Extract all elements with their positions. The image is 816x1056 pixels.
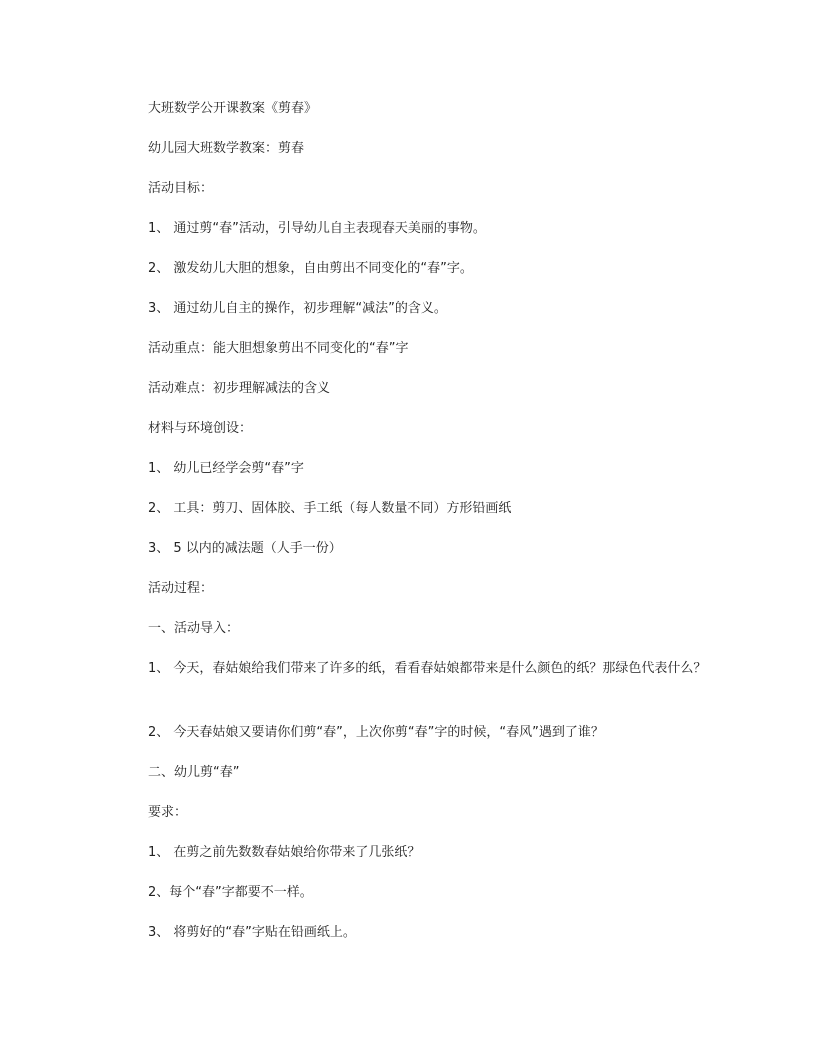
section2-heading: 二、幼儿剪“春” (148, 765, 240, 780)
requirements-heading: 要求： (148, 805, 188, 820)
requirement-item: 1、 在剪之前先数数春姑娘给你带来了几张纸？ (148, 845, 421, 860)
process-heading: 活动过程： (148, 581, 214, 596)
material-item: 2、 工具：剪刀、固体胶、手工纸（每人数量不同）方形铅画纸 (148, 501, 512, 516)
difficulty: 活动难点：初步理解减法的含义 (148, 381, 331, 396)
document-title: 大班数学公开课教案《剪春》 (148, 101, 318, 116)
section1-item-text: 1、 今天，春姑娘给我们带来了许多的纸，看看春姑娘都带来是什么颜色的纸？那绿色代表什么？ (148, 661, 707, 676)
requirement-item: 3、 将剪好的“春”字贴在铅画纸上。 (148, 925, 356, 940)
goal-item: 2、 激发幼儿大胆的想象，自由剪出不同变化的“春”字。 (148, 261, 473, 276)
material-item: 1、 幼儿已经学会剪“春”字 (148, 461, 304, 476)
requirement-item: 2、每个“春”字都要不一样。 (148, 885, 313, 900)
section1-heading: 一、活动导入： (148, 621, 240, 636)
document-subtitle: 幼儿园大班数学教案：剪春 (148, 141, 305, 156)
materials-heading: 材料与环境创设： (148, 421, 253, 436)
section1-item: 2、 今天春姑娘又要请你们剪“春”，上次你剪“春”字的时候，“春风”遇到了谁？ (148, 725, 604, 740)
material-item: 3、 5 以内的减法题（人手一份） (148, 541, 342, 556)
goals-heading: 活动目标： (148, 181, 214, 196)
key-point: 活动重点：能大胆想象剪出不同变化的“春”字 (148, 341, 409, 356)
goal-item: 1、 通过剪“春”活动，引导幼儿自主表现春天美丽的事物。 (148, 221, 486, 236)
section1-item (120, 657, 710, 681)
goal-item: 3、 通过幼儿自主的操作，初步理解“减法”的含义。 (148, 301, 447, 316)
